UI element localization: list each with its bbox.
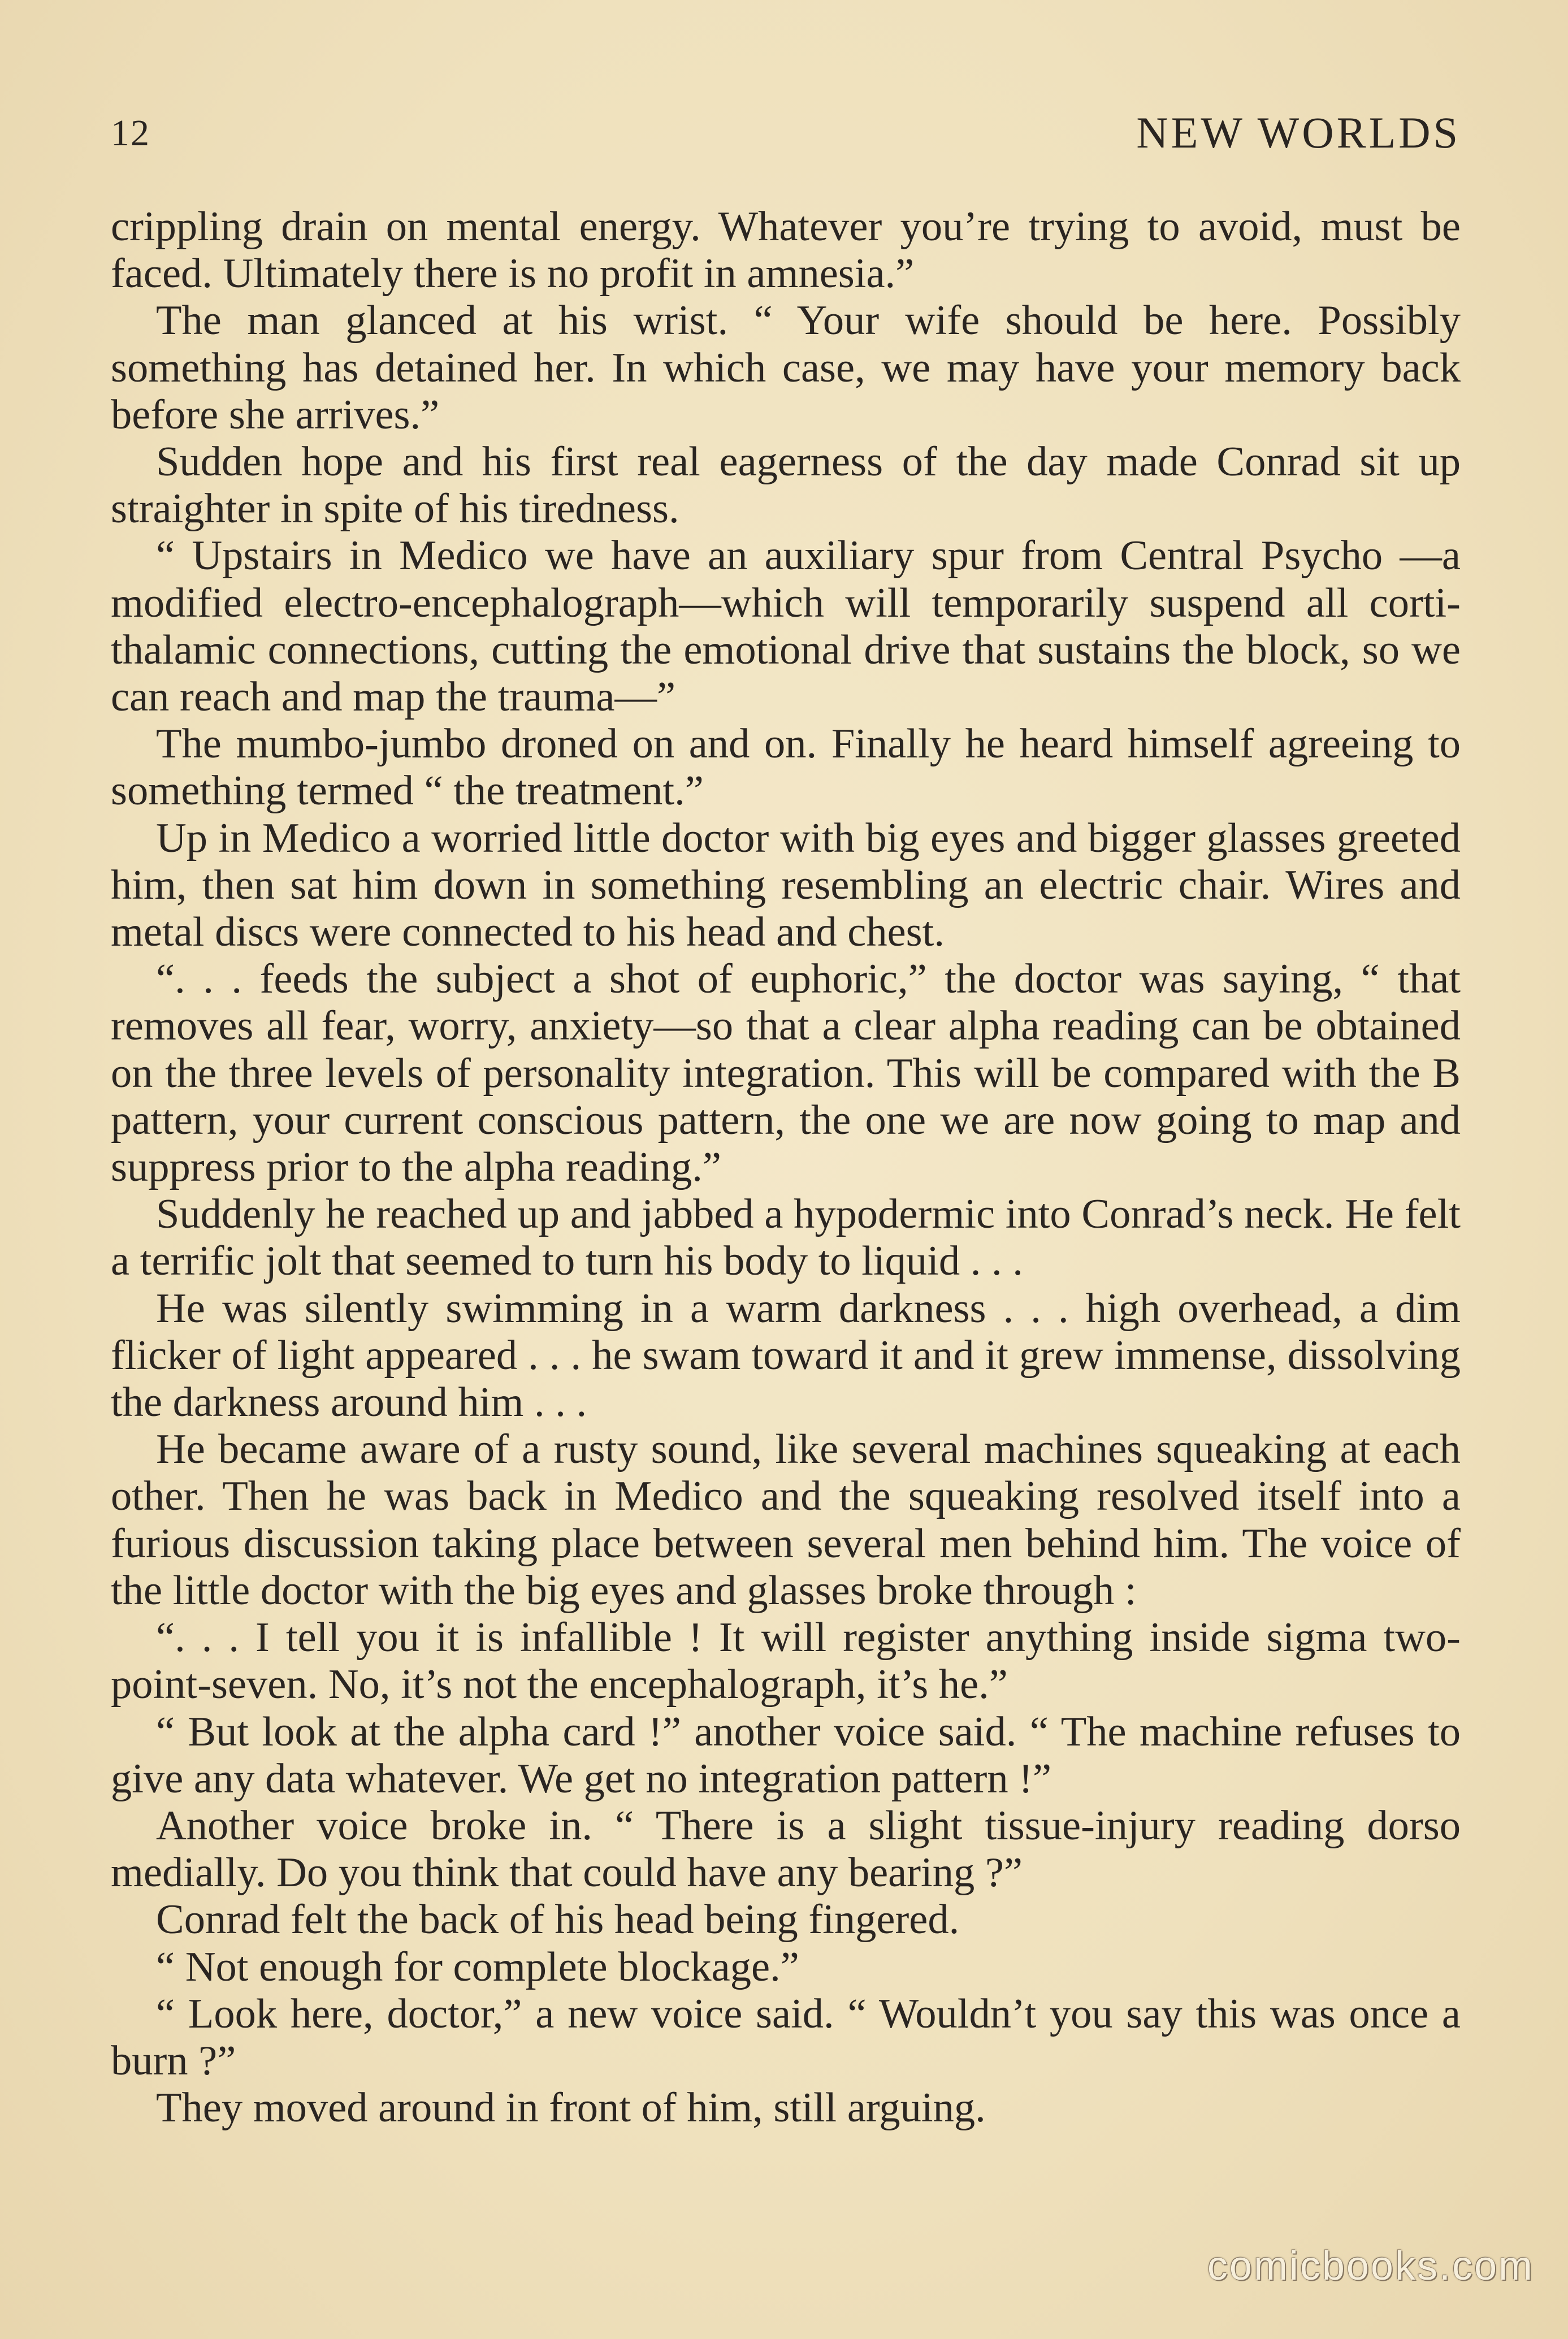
body-text — [111, 203, 1461, 2132]
paragraph: “ Upstairs in Medico we have an auxiliary spur from Central Psycho —a modified electro-encephalograph—which will temporarily suspend all corti-thalamic connections, cutting the emotional drive that sustains the block, so we can reach and map the trauma—” — [111, 532, 1461, 721]
paragraph: Conrad felt the back of his head being fingered. — [156, 1896, 960, 1943]
paragraph: He was silently swimming in a warm darkness . . . high overhead, a dim flicker of light appeared . . . he swam toward it and it grew immense, dissolving the darkness around him . . . — [111, 1285, 1461, 1426]
paragraph: Suddenly he reached up and jabbed a hypodermic into Conrad’s neck. He felt a terrific jolt that seemed to turn his body to liquid . . . — [111, 1191, 1461, 1285]
running-head: NEW WORLDS — [1136, 108, 1461, 157]
paragraph: crippling drain on mental energy. Whatever you’re trying to avoid, must be faced. Ultimately there is no profit in amnesia.” — [111, 203, 1461, 297]
paragraph: The mumbo-jumbo droned on and on. Finally he heard himself agreeing to something termed “ the treatment.” — [111, 721, 1461, 815]
paragraph: The man glanced at his wrist. “ Your wife should be here. Possibly something has detained her. In which case, we may have your memory back before she arrives.” — [111, 297, 1461, 438]
paragraph: “ But look at the alpha card !” another voice said. “ The machine refuses to give any data whatever. We get no integration pattern !” — [111, 1708, 1461, 1802]
page-number: 12 — [111, 112, 150, 154]
paragraph: “. . . I tell you it is infallible ! It will register anything inside sigma two-point-seven. No, it’s not the encephalograph, it’s he.” — [111, 1614, 1461, 1708]
watermark: comicbooks.com — [1207, 2243, 1534, 2289]
paragraph: Another voice broke in. “ There is a slight tissue-injury reading dorso medially. Do you think that could have any bearing ?” — [111, 1802, 1461, 1896]
paragraph: Up in Medico a worried little doctor with big eyes and bigger glasses greeted him, then sat him down in something resembling an electric chair. Wires and metal discs were connected to his head and chest. — [111, 815, 1461, 956]
paragraph: “ Not enough for complete blockage.” — [156, 1943, 799, 1990]
paragraph: “. . . feeds the subject a shot of euphoric,” the doctor was saying, “ that removes all fear, worry, anxiety—so that a clear alpha reading can be obtained on the three levels of personality integration. This will be compared with the B pattern, your current conscious pattern, the one we are now going to map and suppress prior to the alpha reading.” — [111, 956, 1461, 1191]
paragraph: He became aware of a rusty sound, like several machines squeaking at each other. Then he was back in Medico and the squeaking resolved itself into a furious discussion taking place between several men behind him. The voice of the little doctor with the big eyes and glasses broke through : — [111, 1426, 1461, 1614]
paragraph: They moved around in front of him, still arguing. — [156, 2085, 986, 2132]
page-header — [111, 102, 1461, 170]
paragraph: Sudden hope and his first real eagerness of the day made Conrad sit up straighter in spite of his tiredness. — [111, 439, 1461, 532]
paragraph: “ Look here, doctor,” a new voice said. “ Wouldn’t you say this was once a burn ?” — [111, 1990, 1461, 2084]
